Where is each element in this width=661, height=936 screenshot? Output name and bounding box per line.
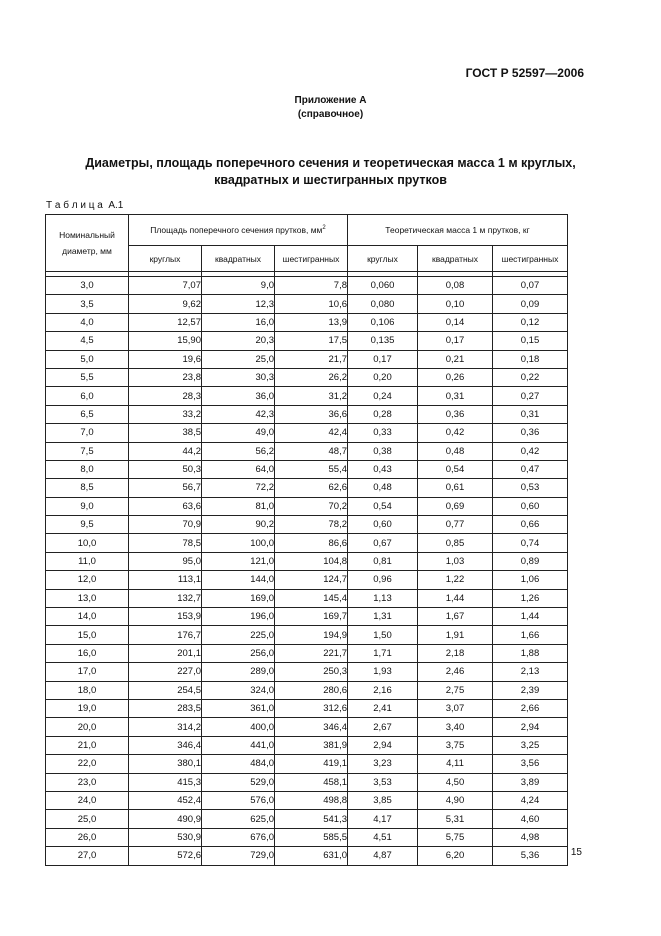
cell-mass-round: 0,20	[348, 368, 418, 386]
cell-area-hex: 62,6	[275, 479, 348, 497]
cell-area-hex: 221,7	[275, 644, 348, 662]
header-mass-square: квадратных	[418, 246, 493, 272]
cell-mass-square: 1,67	[418, 608, 493, 626]
cell-mass-square: 1,03	[418, 552, 493, 570]
cell-diameter: 9,0	[46, 497, 129, 515]
cell-area-hex: 70,2	[275, 497, 348, 515]
cell-mass-square: 0,10	[418, 295, 493, 313]
cell-area-round: 490,9	[129, 810, 202, 828]
table-row	[46, 608, 568, 626]
cell-mass-round: 0,67	[348, 534, 418, 552]
cell-diameter: 18,0	[46, 681, 129, 699]
cell-area-round: 201,1	[129, 644, 202, 662]
cell-diameter: 27,0	[46, 847, 129, 865]
cell-diameter: 5,0	[46, 350, 129, 368]
cell-diameter: 4,5	[46, 332, 129, 350]
title-line-1: Диаметры, площадь поперечного сечения и теоретическая масса 1 м круглых,	[85, 156, 576, 170]
appendix-subtitle: (справочное)	[297, 109, 364, 120]
cell-area-square: 64,0	[202, 460, 275, 478]
cell-diameter: 16,0	[46, 644, 129, 662]
header-area-hex: шестигранных	[275, 246, 348, 272]
cell-mass-round: 2,94	[348, 736, 418, 754]
cell-area-square: 225,0	[202, 626, 275, 644]
cell-area-round: 283,5	[129, 699, 202, 717]
table-row	[46, 589, 568, 607]
cell-mass-hex: 4,60	[493, 810, 568, 828]
cell-area-square: 400,0	[202, 718, 275, 736]
cell-mass-hex: 3,25	[493, 736, 568, 754]
cell-area-square: 529,0	[202, 773, 275, 791]
cell-mass-square: 2,75	[418, 681, 493, 699]
cell-mass-hex: 1,88	[493, 644, 568, 662]
cell-area-round: 314,2	[129, 718, 202, 736]
cell-mass-round: 0,54	[348, 497, 418, 515]
cell-area-hex: 48,7	[275, 442, 348, 460]
cell-area-round: 132,7	[129, 589, 202, 607]
table-row	[46, 791, 568, 809]
table-row	[46, 313, 568, 331]
cell-area-hex: 17,5	[275, 332, 348, 350]
cell-area-round: 38,5	[129, 424, 202, 442]
cell-area-hex: 31,2	[275, 387, 348, 405]
cell-mass-square: 0,08	[418, 277, 493, 295]
cell-mass-hex: 0,66	[493, 516, 568, 534]
cell-mass-square: 4,11	[418, 755, 493, 773]
cell-area-hex: 280,6	[275, 681, 348, 699]
cell-mass-square: 4,50	[418, 773, 493, 791]
table-row	[46, 810, 568, 828]
cell-mass-square: 4,90	[418, 791, 493, 809]
cell-area-hex: 419,1	[275, 755, 348, 773]
cell-area-hex: 10,6	[275, 295, 348, 313]
cell-mass-square: 0,54	[418, 460, 493, 478]
table-row	[46, 424, 568, 442]
cell-mass-round: 0,38	[348, 442, 418, 460]
cell-mass-hex: 0,09	[493, 295, 568, 313]
cell-diameter: 20,0	[46, 718, 129, 736]
cell-diameter: 24,0	[46, 791, 129, 809]
cell-mass-round: 0,106	[348, 313, 418, 331]
cell-area-hex: 194,9	[275, 626, 348, 644]
cell-mass-round: 0,96	[348, 571, 418, 589]
cell-area-round: 50,3	[129, 460, 202, 478]
cell-mass-square: 0,42	[418, 424, 493, 442]
cell-area-hex: 21,7	[275, 350, 348, 368]
cell-mass-round: 0,24	[348, 387, 418, 405]
table-row	[46, 295, 568, 313]
cell-diameter: 25,0	[46, 810, 129, 828]
cell-mass-square: 0,77	[418, 516, 493, 534]
title-line-2: квадратных и шестигранных прутков	[214, 173, 447, 187]
cell-area-hex: 104,8	[275, 552, 348, 570]
cell-mass-square: 3,75	[418, 736, 493, 754]
table-row	[46, 387, 568, 405]
cell-area-hex: 26,2	[275, 368, 348, 386]
cell-area-square: 576,0	[202, 791, 275, 809]
table-body	[46, 277, 568, 866]
cell-area-square: 30,3	[202, 368, 275, 386]
cell-area-round: 530,9	[129, 828, 202, 846]
cell-area-hex: 541,3	[275, 810, 348, 828]
cell-area-hex: 631,0	[275, 847, 348, 865]
cell-area-square: 20,3	[202, 332, 275, 350]
cell-mass-round: 1,50	[348, 626, 418, 644]
table-row	[46, 663, 568, 681]
cell-area-square: 676,0	[202, 828, 275, 846]
cell-mass-square: 0,69	[418, 497, 493, 515]
table-row	[46, 828, 568, 846]
cell-area-square: 169,0	[202, 589, 275, 607]
cell-area-hex: 169,7	[275, 608, 348, 626]
cell-diameter: 3,0	[46, 277, 129, 295]
header-mass-hex: шестигранных	[493, 246, 568, 272]
cell-mass-hex: 0,12	[493, 313, 568, 331]
table-row	[46, 368, 568, 386]
cell-mass-round: 1,31	[348, 608, 418, 626]
cell-mass-square: 0,21	[418, 350, 493, 368]
table-row	[46, 534, 568, 552]
table-label: Т а б л и ц а А.1	[46, 200, 124, 211]
table-row	[46, 516, 568, 534]
cell-area-hex: 346,4	[275, 718, 348, 736]
cell-area-hex: 55,4	[275, 460, 348, 478]
cell-mass-round: 2,16	[348, 681, 418, 699]
table-row	[46, 277, 568, 295]
cell-area-hex: 585,5	[275, 828, 348, 846]
cell-diameter: 22,0	[46, 755, 129, 773]
cell-mass-hex: 0,89	[493, 552, 568, 570]
cell-area-square: 441,0	[202, 736, 275, 754]
cell-area-square: 9,0	[202, 277, 275, 295]
cell-area-square: 361,0	[202, 699, 275, 717]
cell-mass-hex: 1,44	[493, 608, 568, 626]
cell-mass-round: 0,060	[348, 277, 418, 295]
cell-mass-square: 0,36	[418, 405, 493, 423]
header-area-unit-exponent: 2	[322, 225, 326, 232]
cell-mass-hex: 2,94	[493, 718, 568, 736]
cell-area-square: 81,0	[202, 497, 275, 515]
cell-diameter: 26,0	[46, 828, 129, 846]
cell-area-square: 56,2	[202, 442, 275, 460]
cell-area-hex: 36,6	[275, 405, 348, 423]
cell-mass-square: 2,18	[418, 644, 493, 662]
cell-mass-round: 1,71	[348, 644, 418, 662]
cell-mass-hex: 0,60	[493, 497, 568, 515]
table-row	[46, 644, 568, 662]
cell-area-round: 153,9	[129, 608, 202, 626]
header-area-round: круглых	[129, 246, 202, 272]
appendix-title: Приложение А	[294, 95, 367, 106]
table-row	[46, 626, 568, 644]
cell-area-round: 95,0	[129, 552, 202, 570]
cell-area-hex: 145,4	[275, 589, 348, 607]
cell-mass-round: 0,81	[348, 552, 418, 570]
cell-area-square: 90,2	[202, 516, 275, 534]
cell-mass-round: 0,43	[348, 460, 418, 478]
cell-mass-hex: 0,47	[493, 460, 568, 478]
cell-mass-hex: 0,15	[493, 332, 568, 350]
page-number: 15	[570, 847, 582, 858]
cell-area-round: 15,90	[129, 332, 202, 350]
cell-area-square: 256,0	[202, 644, 275, 662]
cell-mass-hex: 3,56	[493, 755, 568, 773]
cell-mass-hex: 4,24	[493, 791, 568, 809]
cell-mass-hex: 2,66	[493, 699, 568, 717]
table-row	[46, 552, 568, 570]
table-row	[46, 571, 568, 589]
cell-mass-hex: 0,42	[493, 442, 568, 460]
cell-diameter: 9,5	[46, 516, 129, 534]
cell-area-hex: 381,9	[275, 736, 348, 754]
cell-area-round: 28,3	[129, 387, 202, 405]
cell-area-square: 144,0	[202, 571, 275, 589]
cell-mass-round: 3,53	[348, 773, 418, 791]
cell-diameter: 4,0	[46, 313, 129, 331]
cell-mass-round: 1,93	[348, 663, 418, 681]
cell-area-round: 44,2	[129, 442, 202, 460]
cell-area-hex: 458,1	[275, 773, 348, 791]
cell-mass-round: 2,41	[348, 699, 418, 717]
cell-mass-square: 2,46	[418, 663, 493, 681]
cell-area-square: 324,0	[202, 681, 275, 699]
cell-area-round: 12,57	[129, 313, 202, 331]
cell-mass-hex: 0,07	[493, 277, 568, 295]
table-row	[46, 773, 568, 791]
cell-area-hex: 86,6	[275, 534, 348, 552]
cell-mass-round: 2,67	[348, 718, 418, 736]
cell-mass-square: 0,31	[418, 387, 493, 405]
cell-area-hex: 7,8	[275, 277, 348, 295]
cell-area-round: 254,5	[129, 681, 202, 699]
cell-diameter: 6,0	[46, 387, 129, 405]
table-row	[46, 442, 568, 460]
cell-mass-round: 4,87	[348, 847, 418, 865]
cell-mass-hex: 1,66	[493, 626, 568, 644]
cell-diameter: 21,0	[46, 736, 129, 754]
cell-mass-square: 0,17	[418, 332, 493, 350]
header-mass-group: Теоретическая масса 1 м прутков, кг	[348, 215, 568, 246]
cell-diameter: 5,5	[46, 368, 129, 386]
cell-area-square: 12,3	[202, 295, 275, 313]
cell-area-round: 78,5	[129, 534, 202, 552]
cell-area-round: 63,6	[129, 497, 202, 515]
cell-area-round: 7,07	[129, 277, 202, 295]
cell-mass-square: 5,31	[418, 810, 493, 828]
cell-diameter: 8,5	[46, 479, 129, 497]
cell-area-square: 196,0	[202, 608, 275, 626]
header-area-square: квадратных	[202, 246, 275, 272]
header-area-label: Площадь поперечного сечения прутков, мм	[150, 225, 323, 235]
cell-mass-hex: 0,31	[493, 405, 568, 423]
document-title	[60, 155, 601, 189]
cell-mass-hex: 0,53	[493, 479, 568, 497]
cell-mass-round: 1,13	[348, 589, 418, 607]
cell-mass-square: 1,91	[418, 626, 493, 644]
cell-diameter: 10,0	[46, 534, 129, 552]
cell-diameter: 14,0	[46, 608, 129, 626]
cell-area-square: 121,0	[202, 552, 275, 570]
cell-mass-round: 4,51	[348, 828, 418, 846]
cell-area-round: 70,9	[129, 516, 202, 534]
table-row	[46, 332, 568, 350]
cell-area-square: 72,2	[202, 479, 275, 497]
cell-mass-hex: 2,39	[493, 681, 568, 699]
table-row	[46, 736, 568, 754]
cell-mass-round: 0,17	[348, 350, 418, 368]
cell-mass-square: 6,20	[418, 847, 493, 865]
table-row	[46, 460, 568, 478]
document-code: ГОСТ Р 52597—2006	[465, 66, 584, 80]
appendix-heading	[0, 94, 661, 122]
cell-mass-square: 1,44	[418, 589, 493, 607]
cell-area-hex: 78,2	[275, 516, 348, 534]
cell-mass-square: 5,75	[418, 828, 493, 846]
table-row	[46, 497, 568, 515]
cell-area-round: 33,2	[129, 405, 202, 423]
cell-area-square: 100,0	[202, 534, 275, 552]
cell-area-round: 346,4	[129, 736, 202, 754]
cell-area-hex: 124,7	[275, 571, 348, 589]
cell-area-square: 36,0	[202, 387, 275, 405]
table-row	[46, 479, 568, 497]
cell-area-hex: 13,9	[275, 313, 348, 331]
cell-diameter: 15,0	[46, 626, 129, 644]
cell-area-hex: 312,6	[275, 699, 348, 717]
cell-mass-hex: 0,18	[493, 350, 568, 368]
table-row	[46, 681, 568, 699]
cell-area-round: 572,6	[129, 847, 202, 865]
data-table	[45, 214, 568, 866]
cell-mass-square: 0,14	[418, 313, 493, 331]
cell-area-square: 25,0	[202, 350, 275, 368]
cell-mass-hex: 0,22	[493, 368, 568, 386]
cell-area-hex: 42,4	[275, 424, 348, 442]
cell-mass-square: 0,85	[418, 534, 493, 552]
cell-diameter: 13,0	[46, 589, 129, 607]
cell-area-hex: 498,8	[275, 791, 348, 809]
cell-diameter: 7,0	[46, 424, 129, 442]
cell-area-square: 484,0	[202, 755, 275, 773]
cell-mass-round: 3,85	[348, 791, 418, 809]
cell-mass-square: 3,07	[418, 699, 493, 717]
cell-diameter: 12,0	[46, 571, 129, 589]
table-row	[46, 847, 568, 865]
cell-mass-hex: 0,27	[493, 387, 568, 405]
cell-mass-hex: 4,98	[493, 828, 568, 846]
cell-mass-round: 0,080	[348, 295, 418, 313]
cell-mass-hex: 1,26	[493, 589, 568, 607]
header-diameter: Номинальный диаметр, мм	[46, 215, 129, 272]
cell-area-round: 452,4	[129, 791, 202, 809]
cell-area-round: 176,7	[129, 626, 202, 644]
cell-area-square: 289,0	[202, 663, 275, 681]
header-area-group	[129, 215, 348, 246]
cell-area-hex: 250,3	[275, 663, 348, 681]
cell-area-square: 625,0	[202, 810, 275, 828]
table-row	[46, 350, 568, 368]
table-row	[46, 718, 568, 736]
cell-area-round: 19,6	[129, 350, 202, 368]
cell-diameter: 8,0	[46, 460, 129, 478]
cell-mass-hex: 0,74	[493, 534, 568, 552]
cell-diameter: 7,5	[46, 442, 129, 460]
cell-area-square: 16,0	[202, 313, 275, 331]
cell-mass-round: 4,17	[348, 810, 418, 828]
table-row	[46, 699, 568, 717]
cell-area-round: 227,0	[129, 663, 202, 681]
table-row	[46, 755, 568, 773]
cell-diameter: 3,5	[46, 295, 129, 313]
cell-mass-round: 0,60	[348, 516, 418, 534]
cell-mass-square: 0,48	[418, 442, 493, 460]
cell-area-round: 415,3	[129, 773, 202, 791]
cell-mass-square: 3,40	[418, 718, 493, 736]
cell-mass-square: 0,26	[418, 368, 493, 386]
cell-area-square: 49,0	[202, 424, 275, 442]
cell-mass-square: 1,22	[418, 571, 493, 589]
cell-mass-hex: 3,89	[493, 773, 568, 791]
cell-area-round: 23,8	[129, 368, 202, 386]
cell-diameter: 23,0	[46, 773, 129, 791]
cell-mass-round: 0,33	[348, 424, 418, 442]
cell-mass-hex: 1,06	[493, 571, 568, 589]
cell-area-round: 56,7	[129, 479, 202, 497]
cell-mass-round: 0,28	[348, 405, 418, 423]
table-row	[46, 405, 568, 423]
cell-mass-hex: 5,36	[493, 847, 568, 865]
cell-area-square: 42,3	[202, 405, 275, 423]
cell-area-square: 729,0	[202, 847, 275, 865]
cell-mass-round: 0,135	[348, 332, 418, 350]
cell-mass-round: 3,23	[348, 755, 418, 773]
cell-diameter: 11,0	[46, 552, 129, 570]
cell-mass-round: 0,48	[348, 479, 418, 497]
header-mass-round: круглых	[348, 246, 418, 272]
cell-area-round: 9,62	[129, 295, 202, 313]
cell-area-round: 113,1	[129, 571, 202, 589]
cell-area-round: 380,1	[129, 755, 202, 773]
cell-diameter: 6,5	[46, 405, 129, 423]
cell-mass-hex: 0,36	[493, 424, 568, 442]
cell-mass-square: 0,61	[418, 479, 493, 497]
cell-diameter: 19,0	[46, 699, 129, 717]
cell-mass-hex: 2,13	[493, 663, 568, 681]
cell-diameter: 17,0	[46, 663, 129, 681]
